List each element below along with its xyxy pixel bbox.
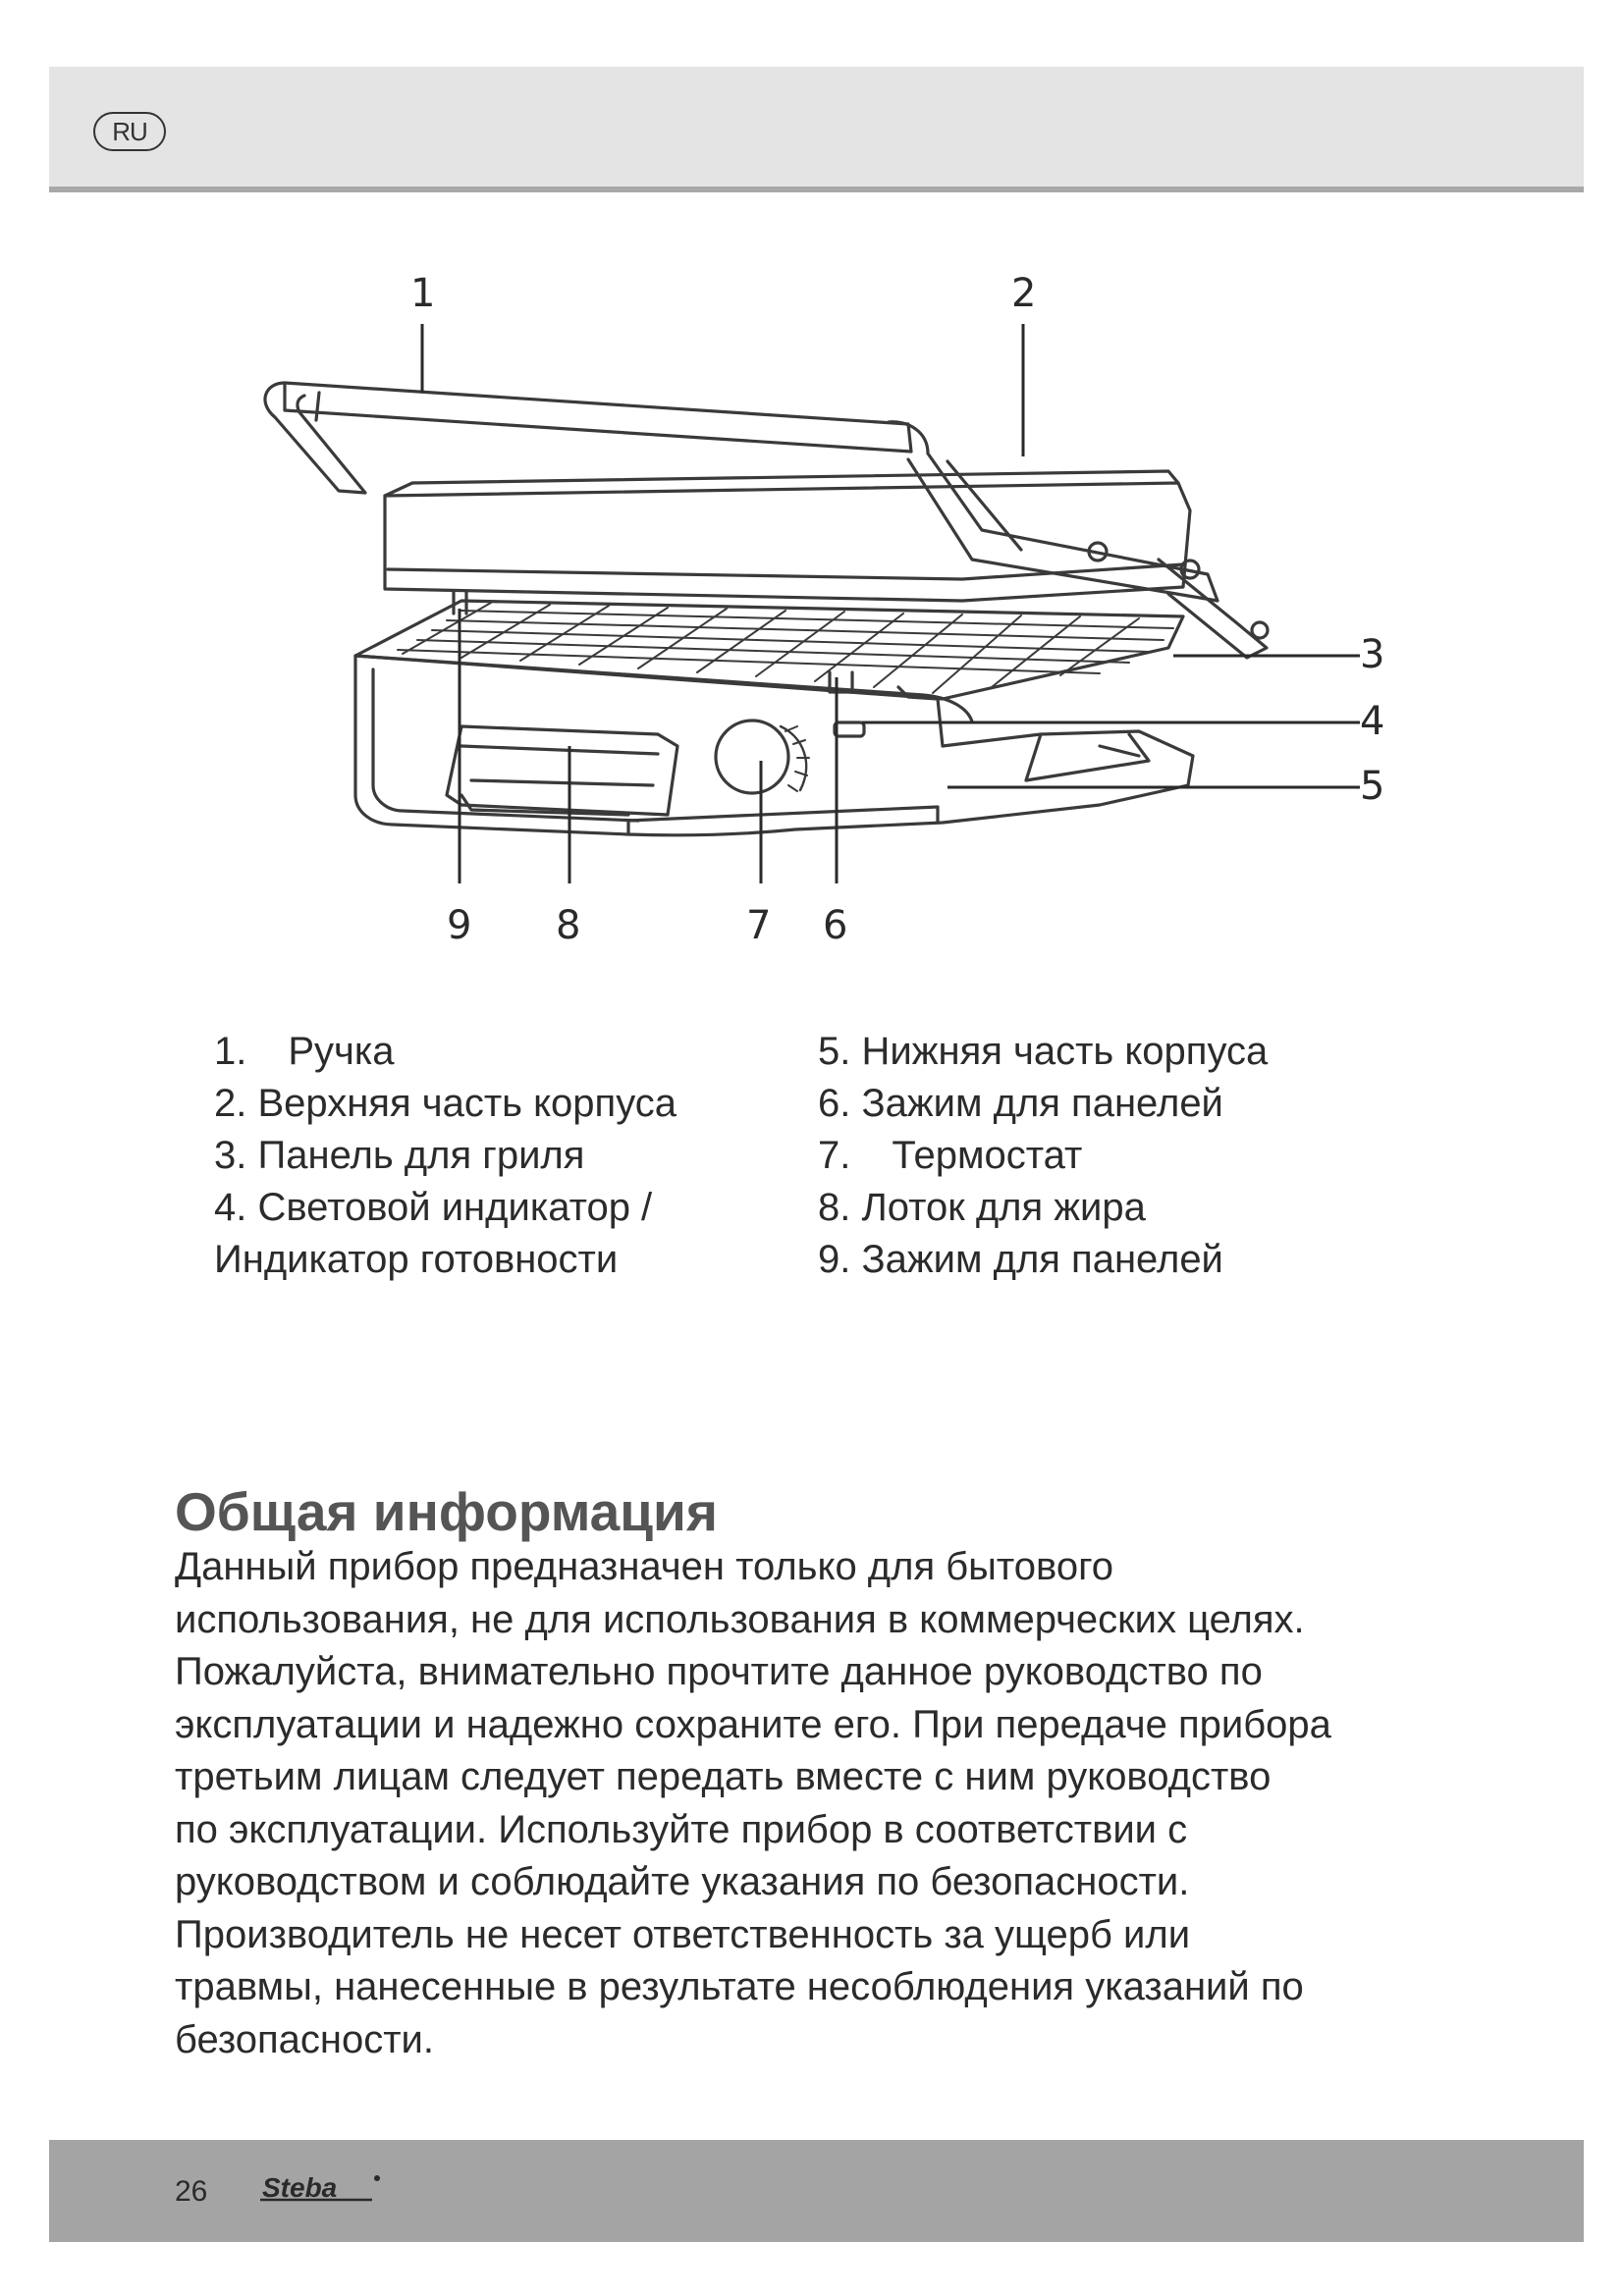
svg-text:Steba: Steba — [262, 2172, 338, 2203]
body-line: Пожалуйста, внимательно прочтите данное руководство по — [175, 1650, 1263, 1693]
callout-8: 8 — [556, 903, 581, 948]
grill-ribs — [398, 603, 1173, 693]
legend-item: 1. Ручка — [214, 1030, 395, 1073]
legend-item: 3. Панель для гриля — [214, 1134, 585, 1177]
grill-diagram — [0, 0, 1624, 982]
handle-arm-left — [265, 383, 365, 493]
body-line: руководством и соблюдайте указания по безопасности. — [175, 1860, 1190, 1903]
lid-underside — [388, 564, 1183, 579]
legend-item: 7. Термостат — [818, 1134, 1083, 1177]
page-number: 26 — [175, 2175, 208, 2208]
section-title: Общая информация — [175, 1481, 718, 1542]
lid-outline — [385, 483, 1190, 601]
indicator-light — [835, 722, 864, 736]
body-line: безопасности. — [175, 2017, 434, 2061]
callout-1: 1 — [410, 271, 436, 316]
legend-item: 5. Нижняя часть корпуса — [818, 1030, 1269, 1073]
body-line: эксплуатации и надежно сохраните его. При передаче прибора — [175, 1702, 1331, 1746]
legend-item: 4. Световой индикатор / — [214, 1186, 653, 1229]
callout-4: 4 — [1360, 699, 1385, 744]
legend-item: 8. Лоток для жира — [818, 1186, 1146, 1229]
page-footer — [49, 2140, 1584, 2242]
body-line: травмы, нанесенные в результате несоблюдения указаний по — [175, 1965, 1304, 2008]
callout-7: 7 — [746, 903, 772, 948]
parts-legend-left — [214, 1026, 764, 1286]
section-body — [175, 1541, 1471, 2066]
callout-6: 6 — [823, 903, 848, 948]
body-line: Данный прибор предназначен только для бытового — [175, 1545, 1114, 1588]
body-line: использования, не для использования в коммерческих целях. — [175, 1597, 1305, 1641]
legend-item: 9. Зажим для панелей — [818, 1238, 1223, 1281]
callout-9: 9 — [447, 903, 472, 948]
handle-bar — [285, 383, 911, 452]
steba-logo — [258, 2169, 425, 2209]
handle-arm-right — [889, 422, 1218, 601]
body-line: по эксплуатации. Используйте прибор в соответствии с — [175, 1807, 1188, 1851]
callout-2: 2 — [1011, 271, 1037, 316]
callout-5: 5 — [1360, 764, 1385, 809]
language-badge: RU — [93, 112, 166, 151]
callout-3: 3 — [1360, 632, 1385, 677]
body-line: третьим лицам следует передать вместе с ним руководство — [175, 1755, 1272, 1798]
legend-item: 6. Зажим для панелей — [818, 1082, 1223, 1125]
thermostat-knob — [716, 721, 788, 793]
legend-item: 2. Верхняя часть корпуса — [214, 1082, 677, 1125]
drip-tray — [447, 726, 677, 815]
parts-legend-right — [818, 1026, 1368, 1286]
body-line: Производитель не несет ответственность за ущерб или — [175, 1912, 1191, 1956]
legend-item-continuation: Индикатор готовности — [214, 1238, 619, 1281]
